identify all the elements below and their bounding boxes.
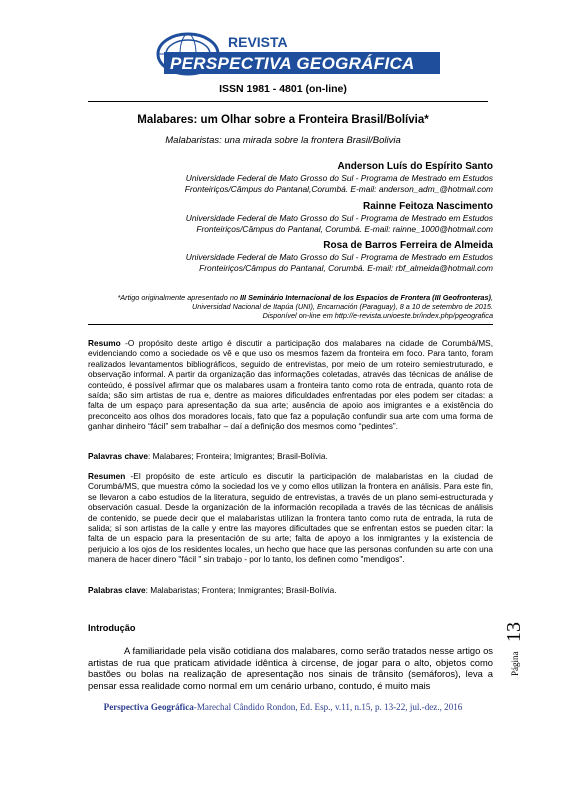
author-block — [186, 239, 493, 273]
author-affiliation: Universidade Federal de Mato Grosso do Sul - Programa de Mestrado em Estudos — [185, 213, 493, 223]
footnote-divider — [88, 324, 493, 325]
author-affiliation: Fronteiriços/Câmpus do Pantanal,Corumbá. E-mail: anderson_adm_@hotmail.com — [184, 183, 493, 194]
footer-citation: -Marechal Cândido Rondon, Ed. Esp., v.11, n.15, p. 13-22, jul.-dez., 2016 — [193, 702, 463, 712]
article-title: Malabares: um Olhar sobre a Fronteira Brasil/Bolívia* — [137, 114, 429, 126]
page-label: Página — [510, 651, 520, 676]
abstract-es-text: -El propósito de este artículo es discutir la participación de malabaristas en la ciudad de Corumbá/MS, que muestra cómo la sociedad los ve y como ellos utilizan la frontera en análisis. Para este fin, se llevaron a cabo estudios de la literatura, seguido de entrevistas, a través de un plano semi-estructurada y observación casual. Desde la organización de la información recopilada a través de las técnicas de análisis de contenido, se puede decir que el malabaristas utilizan la frontera tanto como ruta de entrada, la ruta de salida; sí son artistas de la calle y entre las mayores dificultades que se enfrentan estos se pueden citar: la falta de un espacio para la presentación de su arte; falta de apoyo a los inmigrantes y la existencia de perjuicio a los ojos de los residentes locales, un hecho que hace que las personas confunden su arte con una manera de hacer dinero "fácil " sin trabajo - por lo tanto, los definen como "mendigos". — [88, 471, 493, 565]
logo-revista: REVISTA — [228, 34, 288, 50]
abstract-es-label: Resumen — [88, 471, 126, 481]
author-name: Rosa de Barros Ferreira de Almeida — [323, 240, 493, 251]
author-name: Rainne Feitoza Nascimento — [362, 201, 493, 212]
author-block — [186, 200, 493, 234]
footnote-event: III Seminário Internacional de los Espacios de Frontera (III Geofronteras) — [239, 293, 491, 302]
footnote-prefix: *Artigo originalmente apresentado no — [117, 293, 240, 302]
footnote-link[interactable]: Disponível on-line em http://e-revista.unioeste.br/index.php/pgeografica — [262, 311, 493, 321]
abstract-es — [88, 471, 493, 565]
journal-logo — [150, 28, 450, 84]
page-number-value: 13 — [503, 622, 525, 642]
keywords-pt — [88, 451, 493, 461]
issn: ISSN 1981 - 4801 (on-line) — [219, 83, 347, 95]
footnote — [88, 293, 493, 321]
author-affiliation: Fronteiriços/Câmpus do Pantanal, Corumbá. E-mail: rainne_1000@hotmail.com — [196, 223, 493, 234]
header-divider — [88, 101, 488, 102]
footer-journal: Perspectiva Geográfica — [103, 702, 194, 712]
article-subtitle: Malabaristas: una mirada sobre la frontera Brasil/Bolivia — [165, 135, 401, 146]
page-number — [496, 610, 526, 680]
abstract-pt — [88, 338, 493, 432]
author-affiliation: Universidade Federal de Mato Grosso do Sul - Programa de Mestrado em Estudos — [185, 252, 493, 262]
logo-title: PERSPECTIVA GEOGRÁFICA — [170, 54, 415, 73]
intro-paragraph — [88, 645, 493, 691]
keywords-es-label: Palabras clave — [88, 585, 146, 595]
abstract-pt-label: Resumo — [88, 338, 121, 348]
author-affiliation: Fronteiriços/Câmpus do Pantanal, Corumbá. E-mail: rbf_almeida@hotmail.com — [199, 262, 493, 273]
keywords-pt-label: Palavras chave — [88, 451, 148, 461]
abstract-pt-text: -O propósito deste artigo é discutir a participação dos malabares na cidade de Corumbá/MS, evidenciando como a sociedade os vê e que uso os mesmos fazem da fronteira em foco. Para tanto, foram realizados levantamentos bibliográficos, seguido de entrevistas, por meio de um roteiro semiestruturado, e observação informal. A partir da organização das informações coletadas, através das técnicas de análise de conteúdo, é possível afirmar que os malabares usam a fronteira tanto como rota de entrada, quanto rota de saída; são sim artistas de rua e, dentre as maiores dificuldades enfrentadas por eles podem ser citadas: a falta de um espaço para apresentação da sua arte; ausência de apoio aos imigrantes e a existência do preconceito aos olhos dos moradores locais, fato que faz a população confundir sua arte com uma forma de ganhar dinheiro “fácil” sem trabalhar – daí a definição dos mesmos como “pedintes”. — [88, 338, 493, 432]
author-name: Anderson Luís do Espírito Santo — [337, 161, 493, 172]
intro-text: A familiaridade pela visão cotidiana dos malabares, como serão tratados nesse artigo os artistas de rua que praticam atividade idêntica à circense, de jogar para o alto, objetos como bastões ou bolas na realização de apresentação nos sinais de trânsito (semáforos), leva a pensar essa realidade como normal em um cenário urbano, contudo, é muito mais — [88, 645, 493, 691]
author-block — [185, 160, 493, 194]
keywords-pt-text: : Malabares; Fronteira; Imigrantes; Brasil-Bolívia. — [147, 451, 328, 461]
page-footer — [0, 702, 566, 712]
section-heading: Introdução — [88, 623, 136, 633]
author-affiliation: Universidade Federal de Mato Grosso do Sul - Programa de Mestrado em Estudos — [185, 173, 493, 183]
keywords-es — [88, 585, 493, 595]
keywords-es-text: : Malabaristas; Frontera; Inmigrantes; Brasil-Bolívia. — [145, 585, 337, 595]
footnote-rest: , Universidad Nacional de Itapúa (UNI), Encarnación (Paraguay), 8 a 10 de setembro de 2015. — [192, 293, 493, 312]
